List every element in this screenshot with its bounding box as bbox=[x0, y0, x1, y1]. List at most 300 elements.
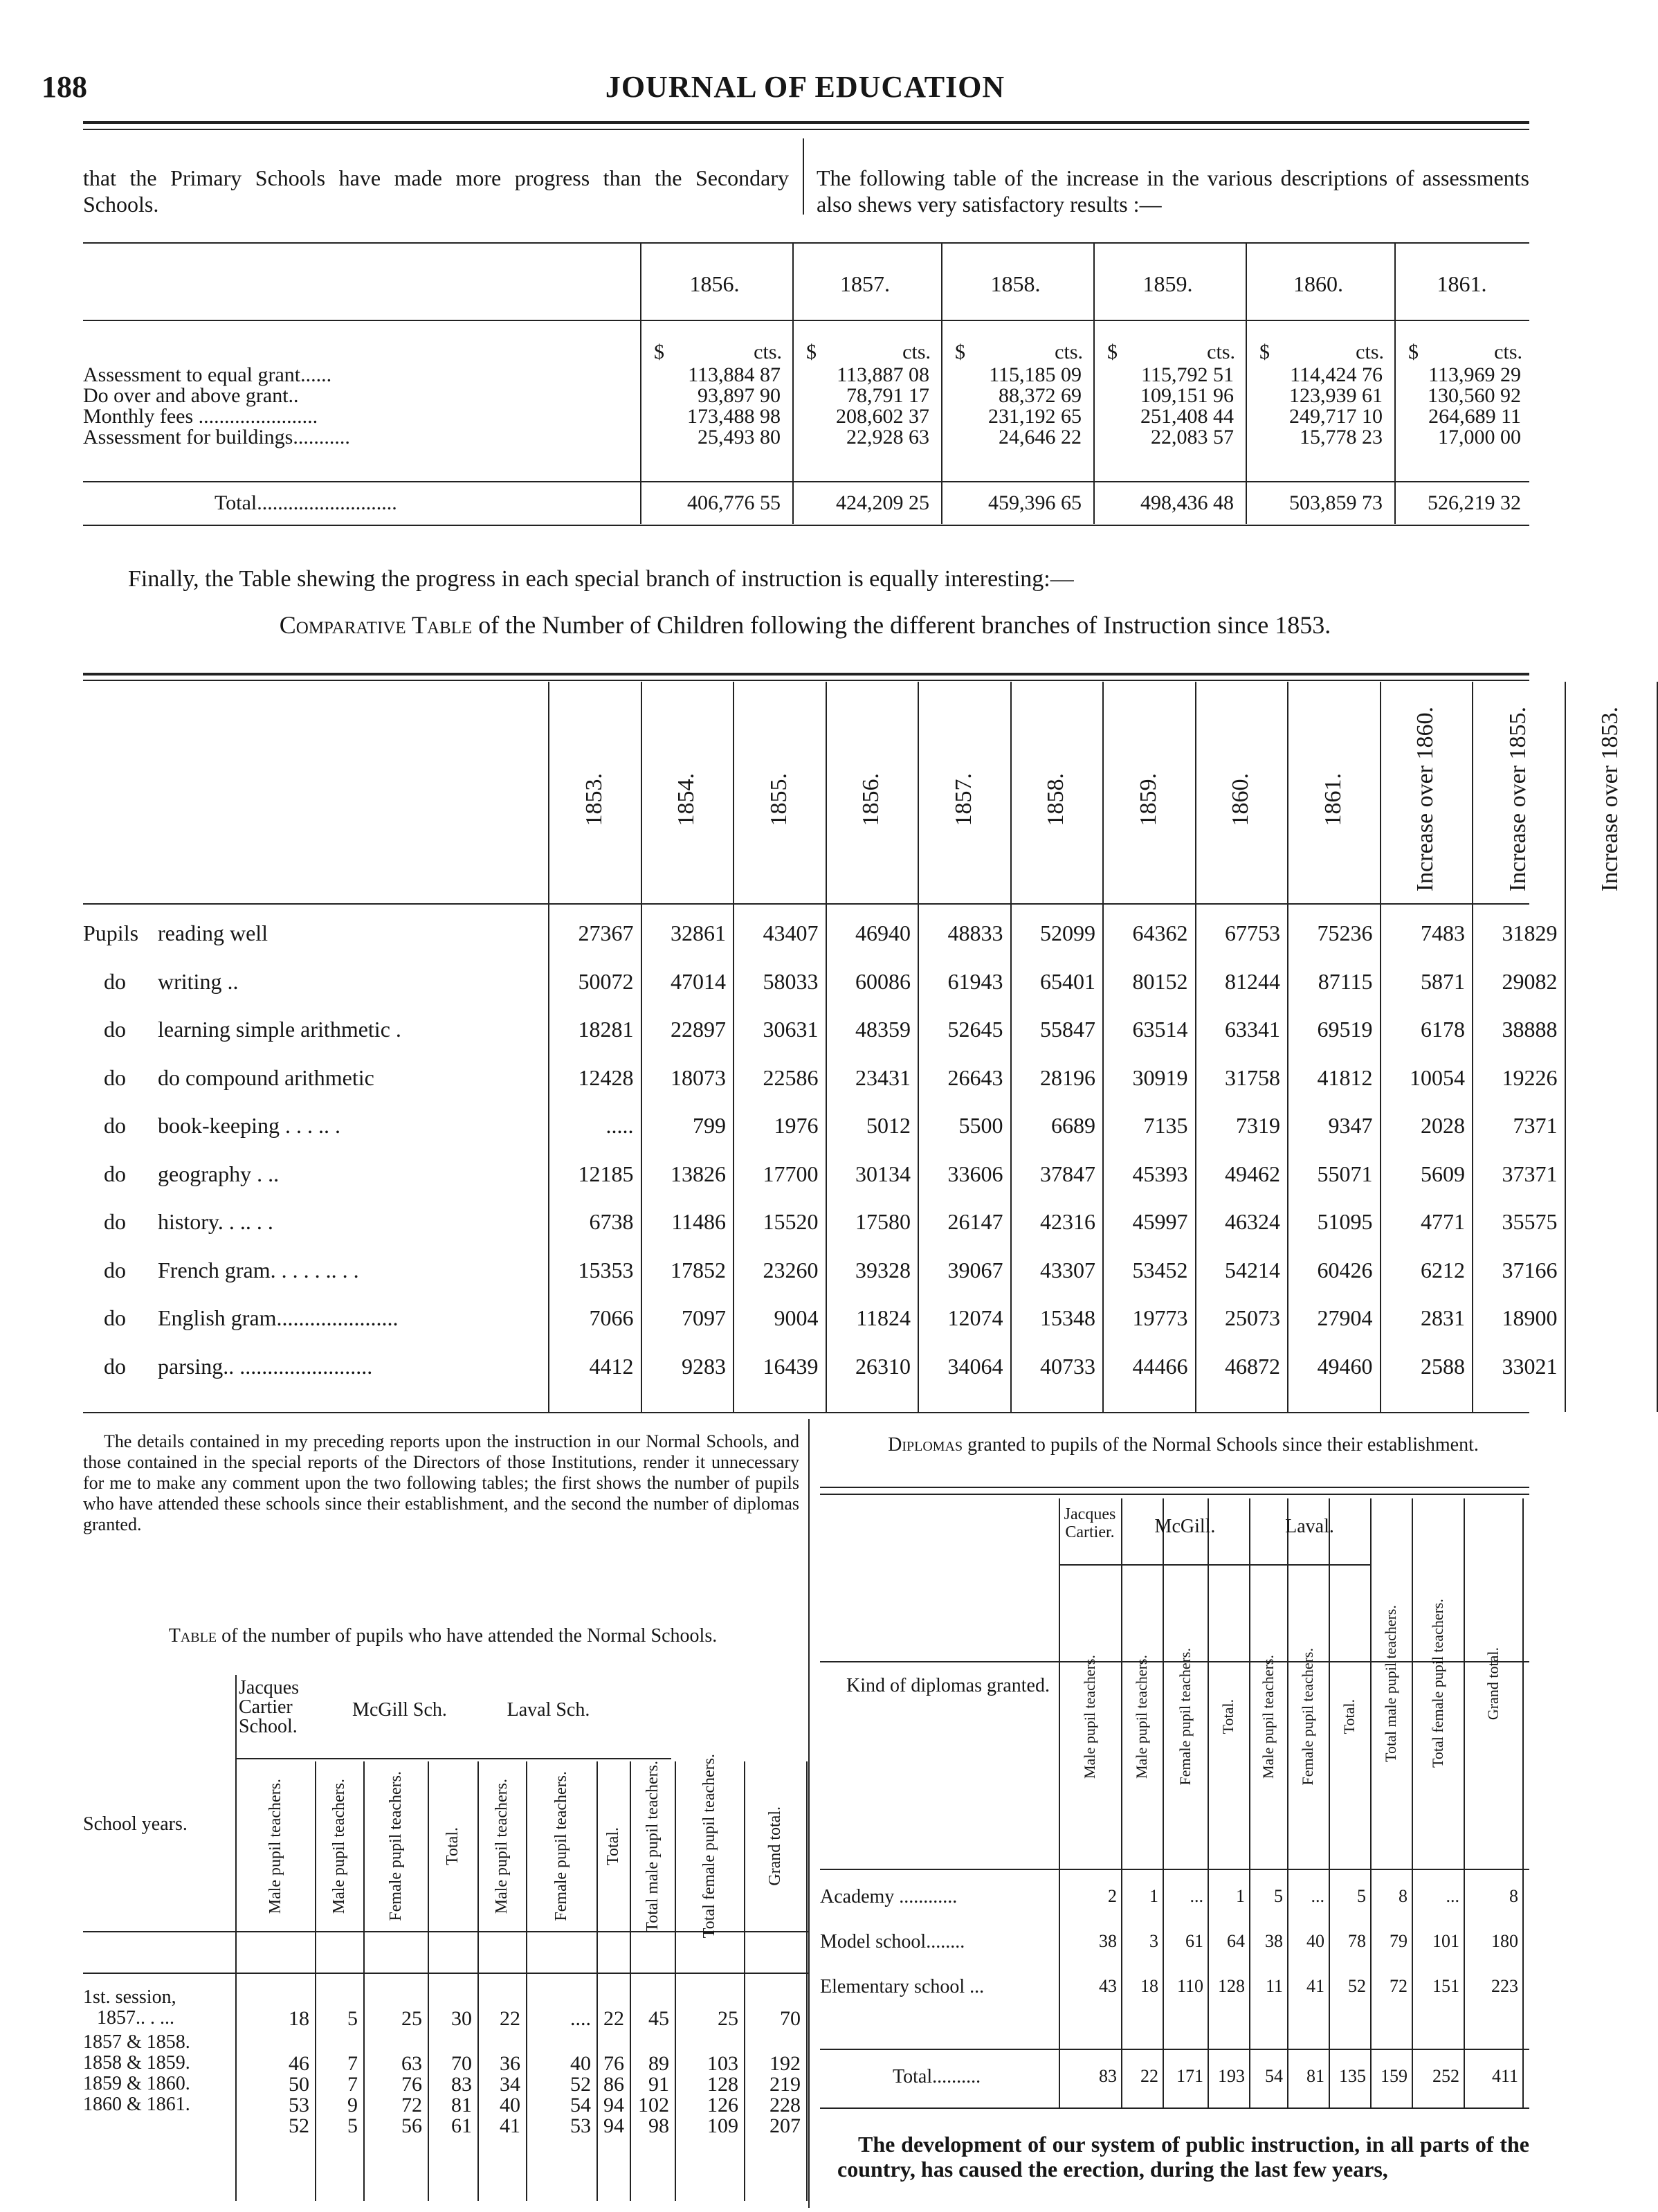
dp-col-label: Male pupil teachers. bbox=[1133, 1654, 1150, 1779]
assess-cell: 264,689 11 bbox=[1428, 405, 1521, 428]
comp-cell: 26147 bbox=[947, 1209, 1003, 1234]
comp-cell: 37847 bbox=[1040, 1161, 1095, 1186]
comp-cell: 75236 bbox=[1317, 921, 1373, 945]
comp-row-a: Pupils bbox=[83, 921, 139, 945]
np-col-label: Total. bbox=[444, 1827, 462, 1865]
np-cell: 103 bbox=[707, 2052, 738, 2075]
comp-cell: 45997 bbox=[1132, 1209, 1188, 1234]
comp-cell: 18281 bbox=[578, 1017, 634, 1042]
np-cell: 5 bbox=[347, 2114, 358, 2137]
np-col-header bbox=[235, 1765, 315, 1928]
np-cell: 41 bbox=[500, 2114, 520, 2137]
dp-rule bbox=[820, 1869, 1529, 1870]
assess-total-cell: 459,396 65 bbox=[988, 491, 1082, 514]
dp-cell: 52 bbox=[1348, 1976, 1366, 1996]
dp-col-rule bbox=[1522, 1498, 1524, 2107]
np-rule bbox=[235, 1758, 671, 1759]
np-group-mcgill: McGill Sch. bbox=[352, 1699, 447, 1721]
comp-cell: 47014 bbox=[671, 968, 726, 994]
assess-cell: 25,493 80 bbox=[698, 426, 781, 448]
comp-cell: 15520 bbox=[763, 1209, 819, 1234]
np-cell: 30 bbox=[451, 2007, 472, 2030]
comp-cell: 80152 bbox=[1132, 968, 1188, 994]
dp-col-label: Grand total. bbox=[1484, 1647, 1502, 1721]
dp-cell: 40 bbox=[1306, 1931, 1324, 1951]
unit-dollar: $ bbox=[806, 341, 817, 363]
diplomas-title bbox=[837, 1434, 1529, 1456]
dp-col-header bbox=[1163, 1568, 1208, 1865]
comp-cell: 49462 bbox=[1225, 1161, 1280, 1186]
comp-row-a: do bbox=[104, 1113, 126, 1138]
dp-group-mcgill: McGill. bbox=[1154, 1516, 1216, 1537]
comp-cell: 46872 bbox=[1225, 1353, 1280, 1379]
comp-cell: 7483 bbox=[1421, 921, 1465, 945]
header-rule-thin bbox=[83, 129, 1529, 130]
assess-unit-row-3 bbox=[1107, 341, 1235, 364]
comp-cell: 53452 bbox=[1132, 1257, 1188, 1282]
np-cell: 228 bbox=[769, 2094, 801, 2116]
dp-cell: 5 bbox=[1274, 1886, 1283, 1906]
comp-cell: 12428 bbox=[578, 1064, 634, 1090]
comp-col-header bbox=[733, 699, 826, 900]
np-col-header bbox=[630, 1760, 675, 1932]
comp-cell: 7371 bbox=[1513, 1113, 1558, 1138]
np-cell: 50 bbox=[289, 2073, 309, 2096]
assess-cell: 15,778 23 bbox=[1300, 426, 1383, 448]
comp-cell: 44466 bbox=[1132, 1353, 1188, 1379]
dp-cell: 110 bbox=[1176, 1976, 1203, 1996]
assess-cell: 24,646 22 bbox=[999, 426, 1082, 448]
dp-cell: 11 bbox=[1265, 1976, 1283, 1996]
np-cell: 94 bbox=[603, 2114, 624, 2137]
comp-row-b: writing .. bbox=[158, 968, 239, 994]
comp-cell: 37166 bbox=[1502, 1257, 1558, 1282]
comp-col-label: 1860. bbox=[1228, 772, 1254, 826]
comp-cell: 58033 bbox=[763, 968, 819, 994]
unit-dollar: $ bbox=[955, 341, 965, 363]
finally-text: Finally, the Table shewing the progress in each special branch of instruction is equally interesting:— bbox=[128, 566, 1074, 592]
comp-row-b: parsing.. ........................ bbox=[158, 1353, 373, 1379]
assess-year-5: 1861. bbox=[1437, 271, 1487, 296]
comp-cell: 29082 bbox=[1502, 968, 1558, 994]
assess-cell: 22,083 57 bbox=[1151, 426, 1234, 448]
dp-cell: 61 bbox=[1185, 1931, 1203, 1951]
np-cell: 7 bbox=[347, 2073, 358, 2096]
unit-dollar: $ bbox=[1259, 341, 1270, 363]
comp-cell: 64362 bbox=[1132, 921, 1188, 945]
comp-cell: 30134 bbox=[855, 1161, 911, 1186]
np-cell: 52 bbox=[289, 2114, 309, 2137]
assess-cell: 231,192 65 bbox=[988, 405, 1082, 428]
np-cell: 70 bbox=[780, 2007, 801, 2030]
np-cell: 72 bbox=[401, 2094, 422, 2116]
np-cell: 61 bbox=[451, 2114, 472, 2137]
dp-cell: 72 bbox=[1390, 1976, 1408, 1996]
np-cell: 36 bbox=[500, 2052, 520, 2075]
dp-total-label: Total.......... bbox=[893, 2066, 981, 2087]
assess-cell: 113,887 08 bbox=[837, 363, 929, 386]
np-rule bbox=[83, 1973, 808, 1974]
np-cell: 25 bbox=[718, 2007, 738, 2030]
assess-total-cell: 526,219 32 bbox=[1428, 491, 1521, 514]
np-cell: 56 bbox=[401, 2114, 422, 2137]
comp-cell: 27367 bbox=[578, 921, 634, 945]
comp-col-header bbox=[1195, 699, 1288, 900]
unit-cents: cts. bbox=[1356, 341, 1384, 363]
intro-left: that the Primary Schools have made more progress than the Secondary Schools. bbox=[83, 165, 789, 217]
comp-row-b: history. . .. . . bbox=[158, 1209, 273, 1234]
dp-col-header bbox=[1249, 1568, 1287, 1865]
column-divider bbox=[803, 138, 804, 215]
assess-cell: 113,969 29 bbox=[1428, 363, 1521, 386]
assess-unit-row-4 bbox=[1259, 341, 1384, 364]
dp-cell: 38 bbox=[1265, 1931, 1283, 1951]
np-cell: 18 bbox=[289, 2007, 309, 2030]
comp-cell: 48833 bbox=[947, 921, 1003, 945]
np-year: 1860 & 1861. bbox=[83, 2094, 190, 2115]
comp-cell: 37371 bbox=[1502, 1161, 1558, 1186]
np-cell: 81 bbox=[451, 2094, 472, 2116]
unit-cents: cts. bbox=[1207, 341, 1235, 363]
comp-cell: 18073 bbox=[671, 1064, 726, 1090]
comparative-title-sc: Comparative Table bbox=[279, 611, 473, 639]
np-cell: .... bbox=[570, 2007, 591, 2030]
dp-cell: 78 bbox=[1348, 1931, 1366, 1951]
assess-total-label: Total........................... bbox=[215, 491, 397, 514]
assess-cell: 123,939 61 bbox=[1289, 384, 1383, 407]
dp-cell: 8 bbox=[1509, 1886, 1518, 1906]
dp-cell: 5 bbox=[1357, 1886, 1366, 1906]
np-cell: 91 bbox=[648, 2073, 669, 2096]
assess-year-1: 1857. bbox=[840, 271, 890, 296]
comp-cell: 7319 bbox=[1236, 1113, 1280, 1138]
dp-col-label: Female pupil teachers. bbox=[1299, 1647, 1316, 1786]
np-cell: 45 bbox=[648, 2007, 669, 2030]
dp-col-header bbox=[1412, 1502, 1464, 1865]
np-cell: 219 bbox=[769, 2073, 801, 2096]
comp-cell: 54214 bbox=[1225, 1257, 1280, 1282]
comp-cell: 18900 bbox=[1502, 1305, 1558, 1330]
assess-row-label: Monthly fees ....................... bbox=[83, 405, 318, 428]
dp-total-cell: 171 bbox=[1176, 2066, 1203, 2086]
np-col-label: Male pupil teachers. bbox=[493, 1778, 511, 1914]
np-col-header bbox=[363, 1765, 428, 1928]
normal-pupils-title bbox=[83, 1625, 803, 1647]
np-cell: 34 bbox=[500, 2073, 520, 2096]
dp-cell: 1 bbox=[1149, 1886, 1158, 1906]
comp-row-b: learning simple arithmetic . bbox=[158, 1017, 401, 1042]
np-col-label: Grand total. bbox=[766, 1806, 784, 1886]
comp-cell: 81244 bbox=[1225, 968, 1280, 994]
comp-cell: 17580 bbox=[855, 1209, 911, 1234]
comp-cell: 10054 bbox=[1410, 1064, 1465, 1090]
dp-rule bbox=[1059, 1564, 1370, 1566]
comp-cell: 25073 bbox=[1225, 1305, 1280, 1330]
np-cell: 53 bbox=[289, 2094, 309, 2116]
dp-cell: 79 bbox=[1390, 1931, 1408, 1951]
comp-cell: 5871 bbox=[1421, 968, 1465, 994]
dp-cell: ... bbox=[1446, 1886, 1459, 1906]
comp-cell: 19773 bbox=[1132, 1305, 1188, 1330]
dp-cell: 41 bbox=[1306, 1976, 1324, 1996]
dp-col-header bbox=[1329, 1568, 1370, 1865]
comp-cell: 65401 bbox=[1040, 968, 1095, 994]
comp-cell: 19226 bbox=[1502, 1064, 1558, 1090]
comp-row-b: do compound arithmetic bbox=[158, 1064, 374, 1090]
np-cell: 128 bbox=[707, 2073, 738, 2096]
assess-cell: 115,185 09 bbox=[989, 363, 1082, 386]
assess-cell: 173,488 98 bbox=[687, 405, 781, 428]
assess-year-4: 1860. bbox=[1293, 271, 1343, 296]
np-col-label: Total female pupil teachers. bbox=[700, 1754, 718, 1939]
comp-cell: 9347 bbox=[1328, 1113, 1373, 1138]
comp-cell: 7135 bbox=[1143, 1113, 1188, 1138]
assess-total-cell: 406,776 55 bbox=[687, 491, 781, 514]
comp-col-header bbox=[1380, 699, 1473, 900]
dp-col-label: Total. bbox=[1340, 1698, 1358, 1734]
np-cell: 89 bbox=[648, 2052, 669, 2075]
np-cell: 109 bbox=[707, 2114, 738, 2137]
assess-unit-row-1 bbox=[806, 341, 931, 364]
dp-total-cell: 135 bbox=[1339, 2066, 1366, 2086]
comp-cell: 4412 bbox=[589, 1353, 634, 1379]
np-col-rule bbox=[806, 1761, 808, 2201]
np-cell: 40 bbox=[570, 2052, 591, 2075]
comp-row-a: do bbox=[104, 1353, 126, 1379]
np-year: 1859 & 1860. bbox=[83, 2073, 190, 2094]
np-year: 1st. session, bbox=[83, 1986, 176, 2008]
comp-col-label: 1859. bbox=[1135, 772, 1161, 826]
comp-cell: 6738 bbox=[589, 1209, 634, 1234]
comp-cell: 5012 bbox=[866, 1113, 911, 1138]
comp-cell: 38888 bbox=[1502, 1017, 1558, 1042]
dp-cell: 128 bbox=[1218, 1976, 1245, 1996]
comp-cell: 12185 bbox=[578, 1161, 634, 1186]
dp-total-cell: 22 bbox=[1140, 2066, 1158, 2086]
dp-col-label: Total female pupil teachers. bbox=[1428, 1599, 1446, 1768]
comp-row-b: geography . .. bbox=[158, 1161, 280, 1186]
dp-cell: 3 bbox=[1149, 1931, 1158, 1951]
intro-right: The following table of the increase in the various descriptions of assessments also shews very satisfactory results :— bbox=[817, 165, 1529, 217]
np-col-header bbox=[526, 1765, 596, 1928]
np-cell: 7 bbox=[347, 2052, 358, 2075]
dp-col-header bbox=[1208, 1568, 1249, 1865]
dp-col-header bbox=[1464, 1502, 1522, 1865]
comp-row-b: English gram...................... bbox=[158, 1305, 399, 1330]
comp-cell: 52099 bbox=[1040, 921, 1095, 945]
comp-cell: 27904 bbox=[1317, 1305, 1373, 1330]
assess-total-cell: 424,209 25 bbox=[836, 491, 929, 514]
assess-row-label: Assessment for buildings........... bbox=[83, 426, 350, 448]
comp-cell: 40733 bbox=[1040, 1353, 1095, 1379]
comp-col-label: 1857. bbox=[950, 772, 976, 826]
dp-cell: 180 bbox=[1491, 1931, 1518, 1951]
assess-total-cell: 498,436 48 bbox=[1140, 491, 1234, 514]
assess-cell: 113,884 87 bbox=[688, 363, 781, 386]
np-year2: 1857.. . ... bbox=[97, 2007, 174, 2029]
comp-cell: 87115 bbox=[1318, 968, 1373, 994]
comp-cell: 22897 bbox=[671, 1017, 726, 1042]
np-col-header bbox=[596, 1765, 630, 1928]
comp-cell: 50072 bbox=[578, 968, 634, 994]
dp-col-label: Male pupil teachers. bbox=[1081, 1654, 1098, 1779]
comp-cell: 11486 bbox=[671, 1209, 726, 1234]
dp-row-label: Model school........ bbox=[820, 1931, 965, 1952]
np-cell: 70 bbox=[451, 2052, 472, 2075]
np-col-label: Male pupil teachers. bbox=[330, 1778, 348, 1914]
np-cell: 25 bbox=[401, 2007, 422, 2030]
unit-cents: cts. bbox=[1055, 341, 1083, 363]
comp-cell: 33606 bbox=[947, 1161, 1003, 1186]
assess-row-label: Assessment to equal grant...... bbox=[83, 363, 332, 386]
comp-cell: 35575 bbox=[1502, 1209, 1558, 1234]
np-group-jc: Jacques Cartier School. bbox=[239, 1677, 300, 1737]
comp-cell: 4771 bbox=[1421, 1209, 1465, 1234]
comp-row-b: reading well bbox=[158, 921, 268, 945]
dp-rule bbox=[820, 1494, 1529, 1495]
assess-total-cell: 503,859 73 bbox=[1289, 491, 1383, 514]
unit-dollar: $ bbox=[1408, 341, 1419, 363]
comp-col-label: 1856. bbox=[858, 772, 884, 826]
comp-cell: 5500 bbox=[958, 1113, 1003, 1138]
dp-cell: 64 bbox=[1227, 1931, 1245, 1951]
comp-cell: 51095 bbox=[1317, 1209, 1373, 1234]
comp-cell: 46940 bbox=[855, 921, 911, 945]
assess-cell: 130,560 92 bbox=[1428, 384, 1521, 407]
dp-total-cell: 193 bbox=[1218, 2066, 1245, 2086]
closing-text: The development of our system of public instruction, in all parts of the country, has caused the erection, during the last few years, bbox=[837, 2132, 1529, 2182]
comp-cell: 55847 bbox=[1040, 1017, 1095, 1042]
dp-row-label: Academy ............ bbox=[820, 1886, 958, 1907]
comp-cell: 43307 bbox=[1040, 1257, 1095, 1282]
comp-col-label: Increase over 1853. bbox=[1597, 707, 1623, 892]
dp-cell: 151 bbox=[1432, 1976, 1459, 1996]
dp-row-label: Elementary school ... bbox=[820, 1976, 985, 1997]
np-year: 1857 & 1858. bbox=[83, 2031, 190, 2053]
np-col-label: Male pupil teachers. bbox=[266, 1778, 284, 1914]
assess-cell: 88,372 69 bbox=[999, 384, 1082, 407]
comp-row-a: do bbox=[104, 1305, 126, 1330]
comp-cell: 46324 bbox=[1225, 1209, 1280, 1234]
np-col-label: Total. bbox=[604, 1827, 622, 1865]
dp-cell: 18 bbox=[1140, 1976, 1158, 1996]
dp-col-header bbox=[1121, 1568, 1163, 1865]
details-text: The details contained in my preceding reports upon the instruction in our Normal Schools, and those contained in the special reports of the Directors of those Institutions, render it unnecessary for me to make any comment upon the two following tables; the first shows the number of pupils who have attended these schools since their establishment, and the second the number of diplomas granted. bbox=[83, 1431, 799, 1534]
comp-cell: 1976 bbox=[774, 1113, 819, 1138]
comp-cell: 31829 bbox=[1502, 921, 1558, 945]
np-cell: 94 bbox=[603, 2094, 624, 2116]
np-col-label: Total male pupil teachers. bbox=[643, 1760, 662, 1932]
dp-col-header bbox=[1370, 1502, 1412, 1865]
assess-cell: 93,897 90 bbox=[698, 384, 781, 407]
comp-cell: 67753 bbox=[1225, 921, 1280, 945]
comparative-title-rest: of the Number of Children following the different branches of Instruction since 1853. bbox=[472, 611, 1331, 639]
np-cell: 102 bbox=[638, 2094, 669, 2116]
dp-rule bbox=[820, 2107, 1529, 2109]
comp-cell: 42316 bbox=[1040, 1209, 1095, 1234]
assess-row-label: Do over and above grant.. bbox=[83, 384, 299, 407]
np-rule bbox=[83, 1931, 808, 1932]
dp-col-header bbox=[1287, 1568, 1329, 1865]
np-cell: 207 bbox=[769, 2114, 801, 2137]
comp-cell: 60426 bbox=[1317, 1257, 1373, 1282]
comp-cell: 63341 bbox=[1225, 1017, 1280, 1042]
dp-total-cell: 411 bbox=[1491, 2066, 1518, 2086]
dp-total-cell: 81 bbox=[1306, 2066, 1324, 2086]
np-cell: 53 bbox=[570, 2114, 591, 2137]
comp-cell: 30919 bbox=[1132, 1064, 1188, 1090]
dp-col-label: Total. bbox=[1219, 1698, 1237, 1734]
comp-cell: 11824 bbox=[856, 1305, 911, 1330]
np-group-laval: Laval Sch. bbox=[507, 1699, 590, 1721]
np-col-header bbox=[428, 1765, 477, 1928]
np-cell: 9 bbox=[347, 2094, 358, 2116]
dp-group-jc: Jacques Cartier. bbox=[1064, 1505, 1116, 1541]
comp-cell: 15353 bbox=[578, 1257, 634, 1282]
comp-cell: 15348 bbox=[1040, 1305, 1095, 1330]
comparative-title bbox=[0, 610, 1610, 640]
dp-cell: ... bbox=[1190, 1886, 1203, 1906]
unit-cents: cts. bbox=[1494, 341, 1522, 363]
lower-column-divider bbox=[808, 1419, 810, 2208]
np-col-header bbox=[315, 1765, 363, 1928]
comp-cell: 33021 bbox=[1502, 1353, 1558, 1379]
unit-cents: cts. bbox=[754, 341, 782, 363]
np-cell: 76 bbox=[603, 2052, 624, 2075]
comp-cell: 6212 bbox=[1421, 1257, 1465, 1282]
comp-col-label: Increase over 1860. bbox=[1412, 707, 1439, 892]
np-cell: 98 bbox=[648, 2114, 669, 2137]
comp-cell: 12074 bbox=[947, 1305, 1003, 1330]
unit-dollar: $ bbox=[1107, 341, 1118, 363]
normal-pupils-title-rest: of the number of pupils who have attended the Normal Schools. bbox=[217, 1625, 718, 1647]
assess-cell: 17,000 00 bbox=[1438, 426, 1521, 448]
assess-cell: 78,791 17 bbox=[846, 384, 929, 407]
comp-cell: 17852 bbox=[671, 1257, 726, 1282]
header-rule bbox=[83, 121, 1529, 124]
comp-col-header bbox=[1565, 699, 1657, 900]
comp-cell: 7066 bbox=[589, 1305, 634, 1330]
comp-col-label: 1854. bbox=[673, 772, 700, 826]
dp-col-header bbox=[1059, 1568, 1121, 1865]
comp-cell: 69519 bbox=[1317, 1017, 1373, 1042]
comp-cell: 2028 bbox=[1421, 1113, 1465, 1138]
np-cell: 52 bbox=[570, 2073, 591, 2096]
assess-cell: 249,717 10 bbox=[1289, 405, 1383, 428]
comp-cell: 23431 bbox=[855, 1064, 911, 1090]
comp-cell: 9004 bbox=[774, 1305, 819, 1330]
comp-col-header bbox=[918, 699, 1010, 900]
comp-col-header bbox=[1472, 699, 1565, 900]
dp-kind-label: Kind of diplomas granted. bbox=[846, 1675, 1050, 1696]
assess-year-0: 1856. bbox=[689, 271, 740, 296]
diplomas-title-rest: granted to pupils of the Normal Schools since their establishment. bbox=[963, 1434, 1479, 1456]
dp-cell: 223 bbox=[1491, 1976, 1518, 1996]
dp-total-cell: 83 bbox=[1099, 2066, 1117, 2086]
dp-total-cell: 252 bbox=[1432, 2066, 1459, 2086]
unit-cents: cts. bbox=[902, 341, 931, 363]
np-col-label: Female pupil teachers. bbox=[386, 1771, 405, 1921]
comp-cell: 9283 bbox=[682, 1353, 726, 1379]
comp-col-label: 1855. bbox=[765, 772, 792, 826]
np-col-header bbox=[744, 1765, 806, 1928]
dp-cell: 1 bbox=[1236, 1886, 1245, 1906]
dp-rule bbox=[820, 1487, 1529, 1488]
dp-cell: 43 bbox=[1099, 1976, 1117, 1996]
comp-cell: 2588 bbox=[1421, 1353, 1465, 1379]
comp-cell: 2831 bbox=[1421, 1305, 1465, 1330]
np-cell: 46 bbox=[289, 2052, 309, 2075]
